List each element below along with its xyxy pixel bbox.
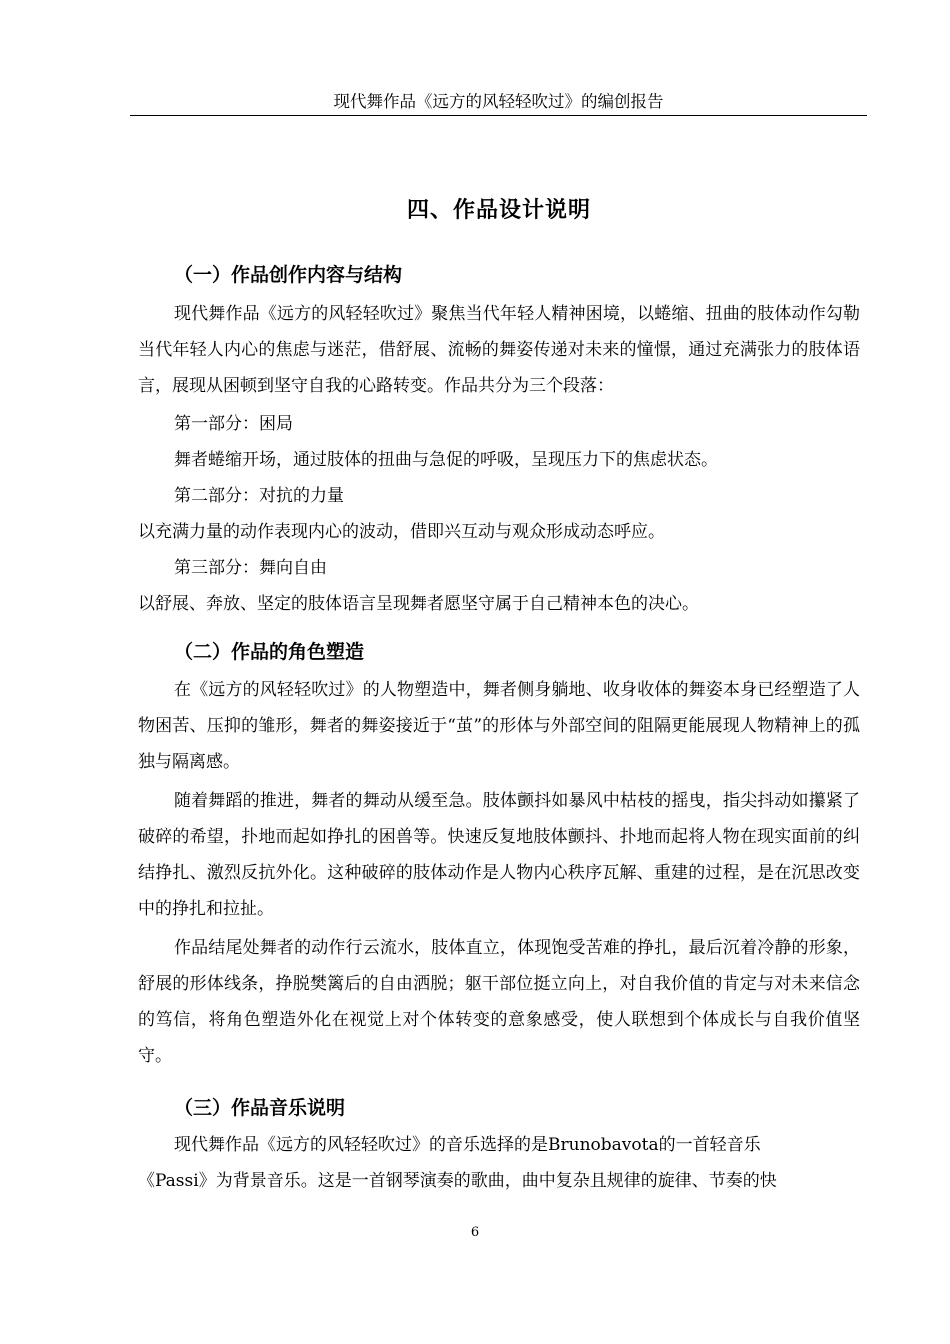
music-line-2: 《Passi》为背景音乐。这是一首钢琴演奏的歌曲，曲中复杂且规律的旋律、节奏的快 — [138, 1171, 777, 1191]
part1-title: 第一部分：困局 — [174, 414, 293, 434]
paragraph-role-1: 在《远方的风轻轻吹过》的人物塑造中，舞者侧身躺地、收身收体的舞姿本身已经塑造了人物困苦、压抑的雏形，舞者的舞姿接近于“茧”的形体与外部空间的阻隔更能展现人物精神上的孤独与隔离感。 — [138, 680, 860, 772]
paragraph-role-2: 随着舞蹈的推进，舞者的舞动从缓至急。肢体颤抖如暴风中枯枝的摇曳，指尖抖动如攥紧了破碎的希望，扑地而起如挣扎的困兽等。快速反复地肢体颤抖、扑地而起将人物在现实面前的纠结挣扎、激烈反抗外化。这种破碎的肢体动作是人物内心秩序瓦解、重建的过程，是在沉思改变中的挣扎和拉扯。 — [138, 791, 860, 919]
paragraph-role-3: 作品结尾处舞者的动作行云流水，肢体直立，体现饱受苦难的挣扎，最后沉着冷静的形象，舒展的形体线条，挣脱樊篱后的自由洒脱；躯干部位挺立向上，对自我价值的肯定与对未来信念的笃信，将角色塑造外化在视觉上对个体转变的意象感受，使人联想到个体成长与自我价值坚守。 — [138, 938, 860, 1066]
part2-text: 以充满力量的动作表现内心的波动，借即兴互动与观众形成动态呼应。 — [138, 522, 665, 542]
paragraph-intro: 现代舞作品《远方的风轻轻吹过》聚焦当代年轻人精神困境，以蜷缩、扭曲的肢体动作勾勒当代年轻人内心的焦虑与迷茫，借舒展、流畅的舞姿传递对未来的憧憬，通过充满张力的肢体语言，展现从困顿到坚守自我的心路转变。作品共分为三个段落： — [138, 304, 860, 396]
section-title-role-shaping: （二）作品的角色塑造 — [174, 641, 365, 663]
chapter-title: 四、作品设计说明 — [406, 198, 591, 223]
header-divider — [130, 115, 867, 116]
part2-title: 第二部分：对抗的力量 — [174, 486, 344, 506]
section-title-music: （三）作品音乐说明 — [174, 1097, 346, 1119]
music-line-1: 现代舞作品《远方的风轻轻吹过》的音乐选择的是Brunobavota的一首轻音乐 — [174, 1135, 761, 1155]
page-header: 现代舞作品《远方的风轻轻吹过》的编创报告 — [333, 92, 664, 111]
part3-title: 第三部分：舞向自由 — [174, 558, 327, 578]
page-number: 6 — [470, 1225, 480, 1240]
part3-text: 以舒展、奔放、坚定的肢体语言呈现舞者愿坚守属于自己精神本色的决心。 — [138, 594, 699, 614]
section-title-content-structure: （一）作品创作内容与结构 — [174, 264, 403, 286]
part1-text: 舞者蜷缩开场，通过肢体的扭曲与急促的呼吸，呈现压力下的焦虑状态。 — [174, 450, 718, 470]
